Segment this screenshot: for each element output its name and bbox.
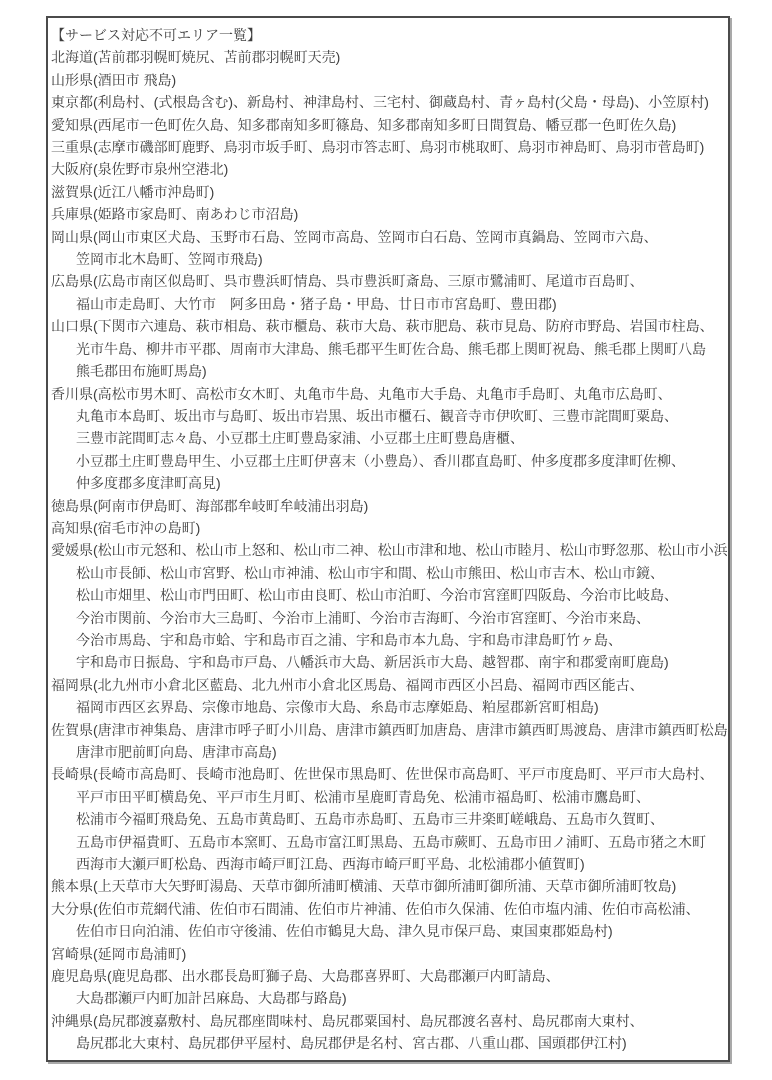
area-line: 広島県(広島市南区似島町、呉市豊浜町情島、呉市豊浜町斎島、三原市鷺浦町、尾道市百島町、	[51, 273, 644, 290]
area-line: 唐津市肥前町向島、唐津市高島)	[76, 744, 277, 760]
area-line: 松山市長師、松山市宮野、松山市神浦、松山市宇和間、松山市熊田、松山市吉木、松山市鏡、	[76, 564, 664, 581]
area-line: 佐伯市日向泊浦、佐伯市守後浦、佐伯市鶴見大島、津久見市保戸島、東国東郡姫島村)	[76, 923, 613, 940]
area-line: 五島市伊福貴町、五島市本窯町、五島市富江町黒島、五島市蕨町、五島市田ノ浦町、五島市猪之木町	[76, 833, 706, 850]
area-line: 光市牛島、柳井市平郡、周南市大津島、熊毛郡平生町佐合島、熊毛郡上関町祝島、熊毛郡上関町八島	[76, 340, 706, 357]
area-line: 岡山県(岡山市東区犬島、玉野市石島、笠岡市高島、笠岡市白石島、笠岡市真鍋島、笠岡市六島、	[51, 228, 658, 245]
area-line: 福山市走島町、大竹市 阿多田島・猪子島・甲島、廿日市市宮島町、豊田郡)	[76, 295, 557, 312]
area-line: 北海道(苫前郡羽幌町焼尻、苫前郡羽幌町天売)	[51, 49, 341, 66]
area-line: 笠岡市北木島町、笠岡市飛島)	[76, 251, 263, 268]
area-line: 松浦市今福町飛島免、五島市黄島町、五島市赤島町、五島市三井楽町嵯峨島、五島市久賀町、	[76, 811, 664, 828]
area-line: 今治市馬島、宇和島市蛤、宇和島市百之浦、宇和島市本九島、宇和島市津島町竹ヶ島、	[76, 631, 622, 648]
area-line: 福岡県(北九州市小倉北区藍島、北九州市小倉北区馬島、福岡市西区小呂島、福岡市西区能古、	[51, 676, 644, 693]
area-line: 大島郡瀬戸内町加計呂麻島、大島郡与路島)	[76, 990, 347, 1007]
area-line: 小豆郡土庄町豊島甲生、小豆郡土庄町伊喜末（小豊島）、香川郡直島町、仲多度郡多度津町佐柳、	[76, 452, 685, 469]
area-line: 丸亀市本島町、坂出市与島町、坂出市岩黒、坂出市櫃石、観音寺市伊吹町、三豊市詫間町粟島、	[76, 407, 678, 424]
area-line: 福岡市西区玄界島、宗像市地島、宗像市大島、糸島市志摩姫島、粕屋郡新宮町相島)	[76, 699, 599, 716]
area-line: 平戸市田平町横島免、平戸市生月町、松浦市星鹿町青島免、松浦市福島町、松浦市鷹島町、	[76, 788, 650, 805]
area-line: 松山市畑里、松山市門田町、松山市由良町、松山市泊町、今治市宮窪町四阪島、今治市比岐島、	[76, 587, 678, 604]
area-line: 鹿児島県(鹿児島郡、出水郡長島町獅子島、大島郡喜界町、大島郡瀬戸内町請島、	[51, 968, 560, 985]
area-line: 沖縄県(島尻郡渡嘉敷村、島尻郡座間味村、島尻郡粟国村、島尻郡渡名喜村、島尻郡南大東村、	[51, 1012, 644, 1029]
area-line: 愛媛県(松山市元怒和、松山市上怒和、松山市二神、松山市津和地、松山市睦月、松山市野忽那、松山市小浜	[51, 542, 728, 559]
area-line: 長崎県(長崎市高島町、長崎市池島町、佐世保市黒島町、佐世保市高島町、平戸市度島町、平戸市大島村、	[51, 766, 714, 783]
area-line: 熊本県(上天草市大矢野町湯島、天草市御所浦町横浦、天草市御所浦町御所浦、天草市御所浦町牧島)	[51, 878, 677, 895]
area-line: 島尻郡北大東村、島尻郡伊平屋村、島尻郡伊是名村、宮古郡、八重山郡、国頭郡伊江村)	[76, 1035, 627, 1052]
area-line: 愛知県(西尾市一色町佐久島、知多郡南知多町篠島、知多郡南知多町日間賀島、幡豆郡一色町佐久島)	[51, 116, 677, 133]
area-line: 滋賀県(近江八幡市沖島町)	[51, 183, 215, 200]
list-title: 【サービス対応不可エリア一覧】	[51, 27, 261, 43]
area-line: 宮崎県(延岡市島浦町)	[51, 945, 187, 962]
area-line: 徳島県(阿南市伊島町、海部郡牟岐町牟岐浦出羽島)	[51, 497, 369, 514]
area-line: 今治市関前、今治市大三島町、今治市上浦町、今治市吉海町、今治市宮窪町、今治市来島、	[76, 609, 650, 626]
area-line: 兵庫県(姫路市家島町、南あわじ市沼島)	[51, 206, 299, 223]
area-line: 熊毛郡田布施町馬島)	[76, 363, 207, 380]
area-line: 大分県(佐伯市荒網代浦、佐伯市石間浦、佐伯市片神浦、佐伯市久保浦、佐伯市塩内浦、佐伯市高松浦、	[51, 900, 700, 917]
area-line: 佐賀県(唐津市神集島、唐津市呼子町小川島、唐津市鎮西町加唐島、唐津市鎮西町馬渡島、唐津市鎮西町松島	[51, 721, 728, 738]
area-line: 香川県(高松市男木町、高松市女木町、丸亀市牛島、丸亀市大手島、丸亀市手島町、丸亀市広島町、	[51, 385, 672, 402]
area-line: 山形県(酒田市 飛島)	[51, 71, 177, 88]
area-lines	[51, 46, 726, 1054]
area-line: 三重県(志摩市磯部町鹿野、鳥羽市坂手町、鳥羽市答志町、鳥羽市桃取町、鳥羽市神島町、鳥羽市菅島町)	[51, 139, 705, 156]
area-line: 大阪府(泉佐野市泉州空港北)	[51, 161, 229, 178]
area-line: 宇和島市日振島、宇和島市戸島、八幡浜市大島、新居浜市大島、越智郡、南宇和郡愛南町鹿島)	[76, 654, 669, 671]
area-line: 東京都(利島村、(式根島含む)、新島村、神津島村、三宅村、御蔵島村、青ヶ島村(父島・母島)、小笠原村)	[51, 94, 709, 111]
service-unavailable-area-list	[46, 16, 730, 1062]
area-line: 山口県(下関市六連島、萩市相島、萩市櫃島、萩市大島、萩市肥島、萩市見島、防府市野島、岩国市柱島、	[51, 318, 714, 335]
area-line: 西海市大瀬戸町松島、西海市崎戸町江島、西海市崎戸町平島、北松浦郡小値賀町)	[76, 856, 585, 873]
area-line: 高知県(宿毛市沖の島町)	[51, 519, 201, 536]
area-line: 三豊市詫間町志々島、小豆郡土庄町豊島家浦、小豆郡土庄町豊島唐櫃、	[76, 430, 524, 447]
area-line: 仲多度郡多度津町高見)	[76, 475, 221, 492]
